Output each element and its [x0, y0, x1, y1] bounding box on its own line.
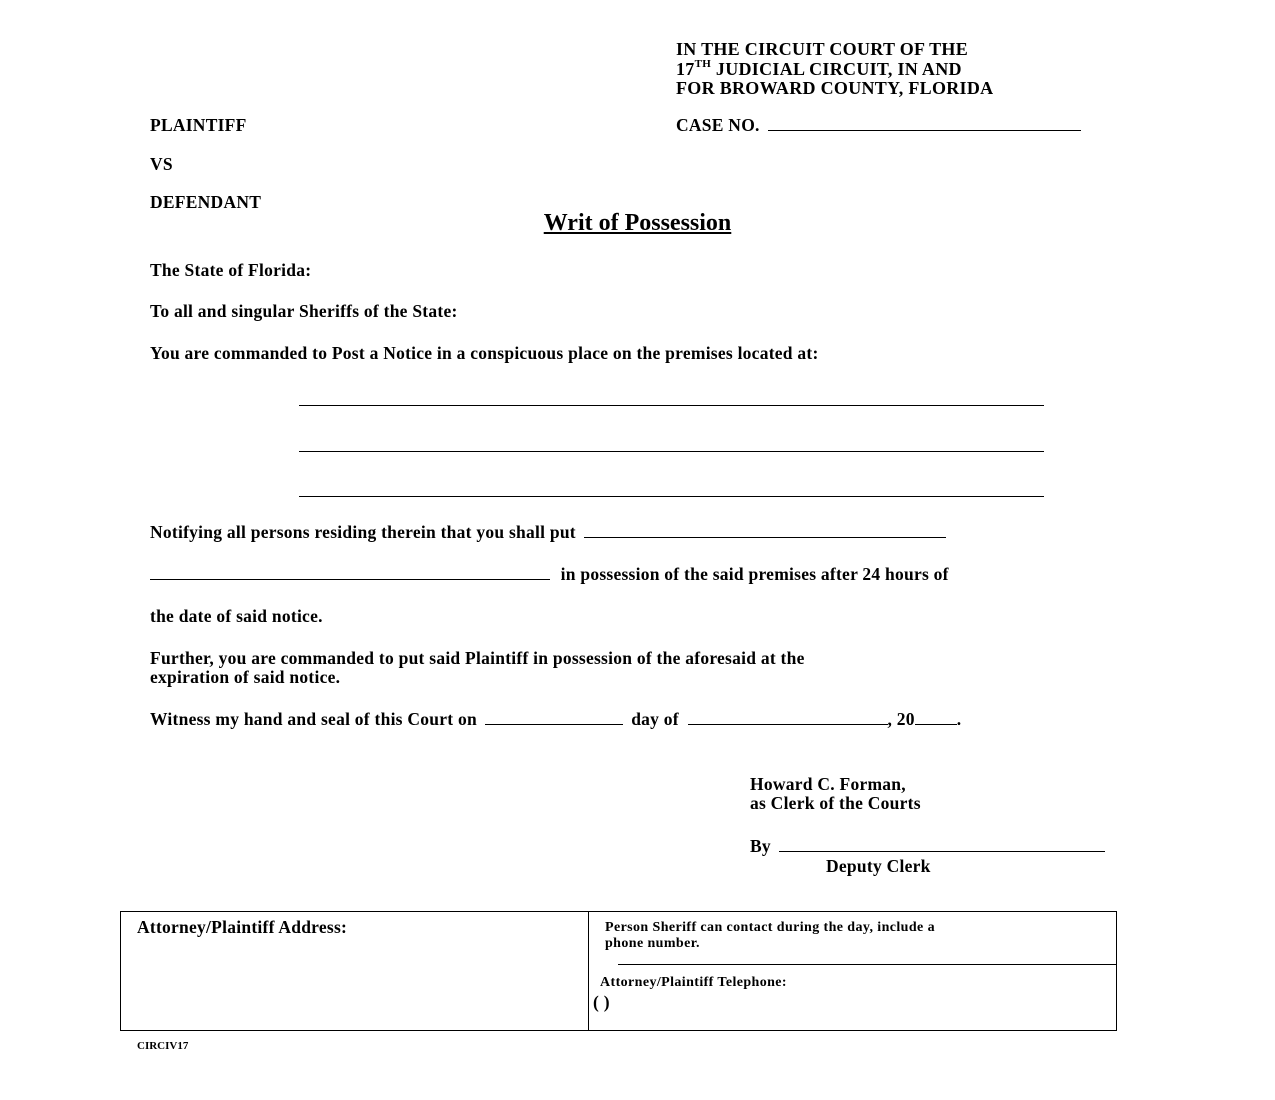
court-line-3: FOR BROWARD COUNTY, FLORIDA	[676, 78, 994, 98]
premises-address-line-1[interactable]	[299, 405, 1044, 406]
premises-address-line-2[interactable]	[299, 451, 1044, 452]
clerk-title: as Clerk of the Courts	[750, 793, 921, 813]
premises-address-line-3[interactable]	[299, 496, 1044, 497]
vs-label: VS	[150, 154, 173, 174]
plaintiff-label: PLAINTIFF	[150, 115, 247, 135]
further-line-1: Further, you are commanded to put said Plaintiff in possession of the aforesaid at the	[150, 648, 805, 668]
witness-row	[150, 709, 961, 730]
possession-text: in possession of the said premises after 24 hours of	[560, 564, 949, 584]
attorney-telephone-label: Attorney/Plaintiff Telephone:	[600, 975, 787, 990]
possession-row	[150, 564, 949, 585]
attorney-address-label: Attorney/Plaintiff Address:	[137, 917, 348, 937]
witness-text-4: .	[956, 709, 962, 729]
commanded-line: You are commanded to Post a Notice in a conspicuous place on the premises located at:	[150, 343, 819, 363]
clerk-by-label: By	[750, 836, 771, 856]
deputy-signature-field[interactable]	[779, 837, 1105, 852]
witness-text-3: , 20	[887, 709, 915, 729]
further-line-2: expiration of said notice.	[150, 667, 341, 687]
sheriff-contact-line-1: Person Sheriff can contact during the day, include a	[605, 920, 935, 935]
sheriff-contact-line-2: phone number.	[605, 936, 700, 951]
telephone-area-code[interactable]: ( )	[593, 992, 610, 1012]
case-number-label: CASE NO.	[676, 115, 760, 135]
document-title: Writ of Possession	[543, 210, 732, 236]
notifying-row	[150, 522, 946, 543]
sheriffs-line: To all and singular Sheriffs of the State:	[150, 301, 458, 321]
witness-text-1: Witness my hand and seal of this Court on	[150, 709, 477, 729]
contact-box-divider	[588, 912, 589, 1030]
date-notice-line: the date of said notice.	[150, 606, 323, 626]
possession-party-field[interactable]	[150, 565, 550, 580]
witness-text-2: day of	[631, 709, 679, 729]
court-line-1: IN THE CIRCUIT COURT OF THE	[676, 39, 969, 59]
clerk-name: Howard C. Forman,	[750, 774, 906, 794]
witness-month-field[interactable]	[688, 710, 888, 725]
court-header	[676, 40, 993, 99]
contact-info-box	[120, 911, 1117, 1031]
clerk-block	[750, 775, 921, 813]
further-paragraph	[150, 649, 805, 687]
clerk-by-row	[750, 836, 1105, 857]
state-line: The State of Florida:	[150, 260, 312, 280]
notifying-text: Notifying all persons residing therein that you shall put	[150, 522, 576, 542]
court-line-2: 17TH JUDICIAL CIRCUIT, IN AND	[676, 57, 962, 79]
sheriff-contact-label	[605, 920, 935, 952]
form-code: CIRCIV17	[137, 1040, 189, 1052]
sheriff-contact-field[interactable]	[618, 964, 1116, 965]
notifying-field[interactable]	[584, 523, 946, 538]
case-number-field[interactable]	[768, 116, 1081, 131]
witness-day-field[interactable]	[485, 710, 623, 725]
witness-year-field[interactable]	[915, 710, 957, 725]
defendant-label: DEFENDANT	[150, 192, 262, 212]
deputy-clerk-label: Deputy Clerk	[826, 856, 931, 876]
case-number-row	[676, 115, 1081, 136]
